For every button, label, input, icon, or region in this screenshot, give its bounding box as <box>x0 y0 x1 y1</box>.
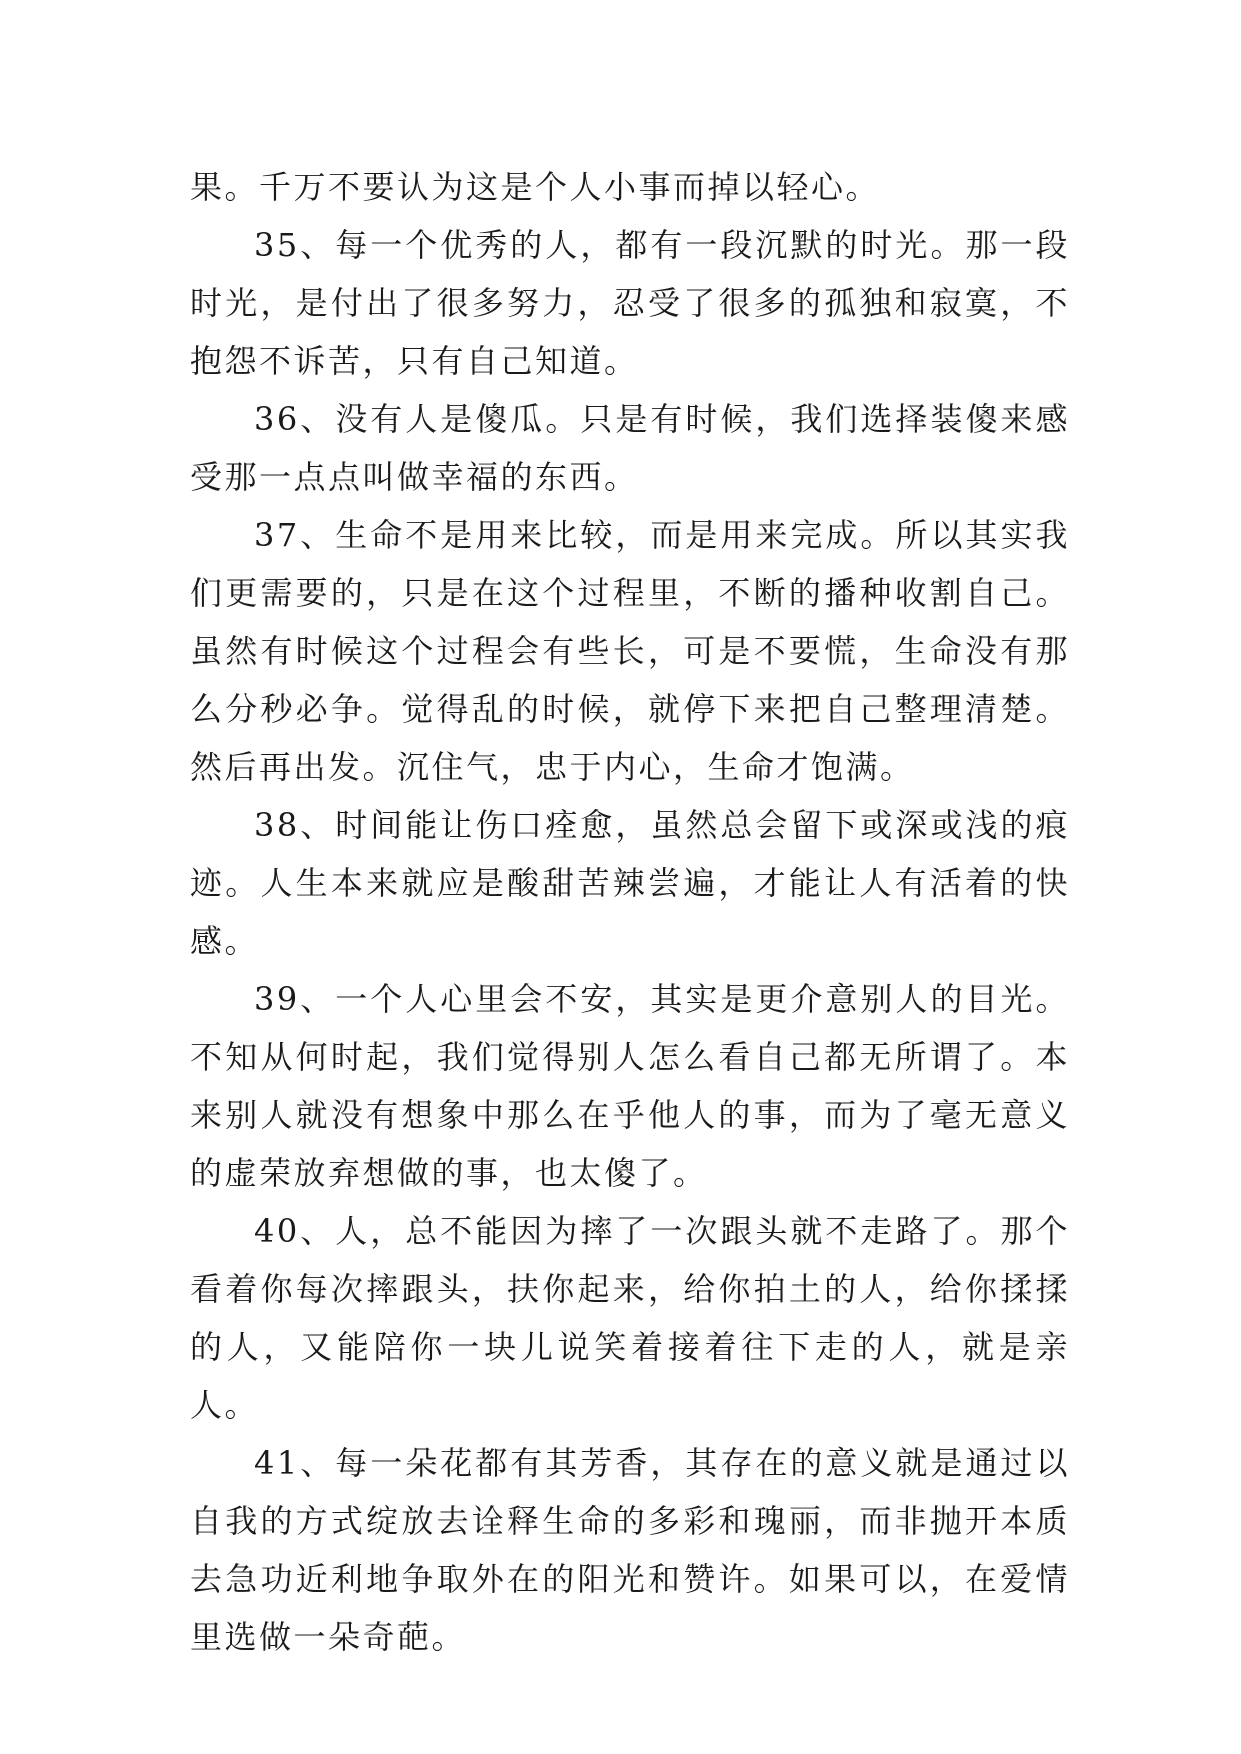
paragraph-35: 35、每一个优秀的人，都有一段沉默的时光。那一段时光，是付出了很多努力，忍受了很多的孤独和寂寞，不抱怨不诉苦，只有自己知道。 <box>190 226 1070 380</box>
paragraph-37: 37、生命不是用来比较，而是用来完成。所以其实我们更需要的，只是在这个过程里，不断的播种收割自己。虽然有时候这个过程会有些长，可是不要慌，生命没有那么分秒必争。觉得乱的时候，就停下来把自己整理清楚。然后再出发。沉住气，忠于内心，生命才饱满。 <box>190 516 1070 786</box>
paragraph-41: 41、每一朵花都有其芳香，其存在的意义就是通过以自我的方式绽放去诠释生命的多彩和瑰丽，而非抛开本质去急功近利地争取外在的阳光和赞许。如果可以，在爱情里选做一朵奇葩。 <box>190 1444 1070 1656</box>
paragraph-34-continuation: 果。千万不要认为这是个人小事而掉以轻心。 <box>190 168 881 206</box>
document-body <box>190 158 1070 1666</box>
paragraph-40: 40、人，总不能因为摔了一次跟头就不走路了。那个看着你每次摔跟头，扶你起来，给你拍土的人，给你揉揉的人，又能陪你一块儿说笑着接着往下走的人，就是亲人。 <box>190 1212 1070 1424</box>
paragraph-36: 36、没有人是傻瓜。只是有时候，我们选择装傻来感受那一点点叫做幸福的东西。 <box>190 400 1070 496</box>
paragraph-39: 39、一个人心里会不安，其实是更介意别人的目光。不知从何时起，我们觉得别人怎么看自己都无所谓了。本来别人就没有想象中那么在乎他人的事，而为了毫无意义的虚荣放弃想做的事，也太傻了。 <box>190 980 1070 1192</box>
paragraph-38: 38、时间能让伤口痊愈，虽然总会留下或深或浅的痕迹。人生本来就应是酸甜苦辣尝遍，才能让人有活着的快感。 <box>190 806 1070 960</box>
